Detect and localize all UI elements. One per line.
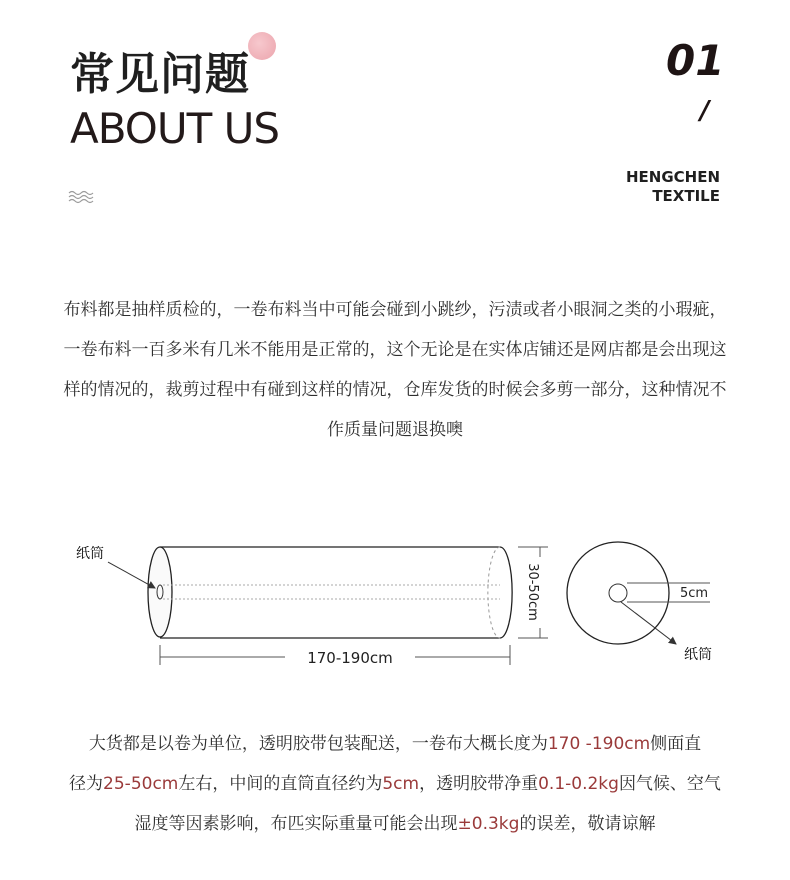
details-text: 湿度等因素影响，布匹实际重量可能会出现: [134, 814, 458, 834]
diameter-label: 30-50cm: [525, 563, 540, 621]
details-text: 侧面直: [650, 734, 702, 754]
details-text: 径为: [69, 774, 104, 794]
details-line-2: [60, 764, 730, 804]
diameter-highlight: 25-50cm: [103, 774, 179, 794]
fabric-roll-diagram: [0, 520, 790, 680]
core-diameter-label: 5cm: [680, 586, 709, 601]
intro-paragraph: 布料都是抽样质检的，一卷布料当中可能会碰到小跳纱，污渍或者小眼洞之类的小瑕疵，一卷布料一百多米有几米不能用是正常的，这个无论是在实体店铺还是网店都是会出现这样的情况的，裁剪过程中有碰到这样的情况，仓库发货的时候会多剪一部分，这种情况不作质量问题退换噢: [63, 300, 727, 440]
brand-name: [626, 168, 720, 206]
section-number: 01: [666, 36, 725, 85]
core-label-left: 纸筒: [76, 546, 104, 562]
wave-icon: [68, 190, 98, 204]
section-slash: /: [700, 96, 710, 126]
core-highlight: 5cm: [382, 774, 420, 794]
details-text: 的误差，敬请谅解: [519, 814, 656, 834]
core-label-right: 纸筒: [684, 647, 712, 663]
brand-line-1: HENGCHEN: [625, 168, 720, 186]
length-highlight: 170 -190cm: [547, 734, 651, 754]
decorative-dot: [248, 32, 276, 60]
roll-cylinder: [148, 547, 512, 638]
details-text: 大货都是以卷为单位，透明胶带包装配送，一卷布大概长度为: [88, 734, 548, 754]
brand-line-2: TEXTILE: [652, 187, 720, 205]
error-highlight: ±0.3kg: [457, 814, 520, 834]
details-paragraph: [60, 724, 730, 844]
length-label: 170-190cm: [307, 649, 393, 667]
details-text: ，透明胶带净重: [419, 774, 539, 794]
details-text: 因气候、空气: [618, 774, 721, 794]
left-core-arrow: [108, 562, 155, 588]
page-title: 常见问题: [70, 49, 250, 100]
details-line-3: [60, 804, 730, 844]
details-text: 左右，中间的直筒直径约为: [178, 774, 383, 794]
page-subtitle: ABOUT US: [70, 104, 280, 153]
details-line-1: [60, 724, 730, 764]
weight-highlight: 0.1-0.2kg: [538, 774, 619, 794]
